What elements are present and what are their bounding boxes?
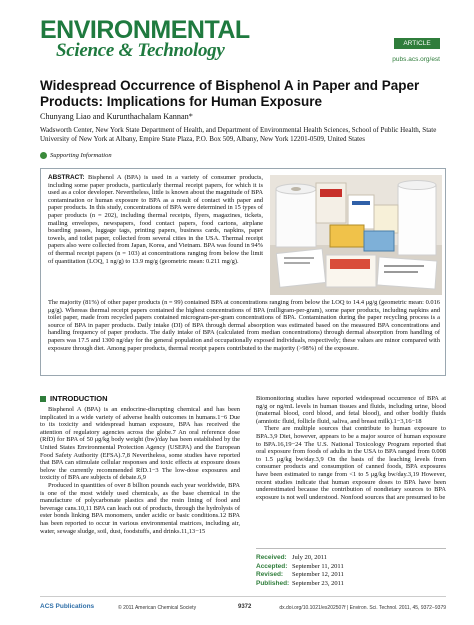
page-number: 9372 xyxy=(238,604,252,610)
authors: Chunyang Liao and Kurunthachalam Kannan* xyxy=(40,112,193,121)
date-key: Revised: xyxy=(256,571,284,579)
section-heading-introduction xyxy=(40,394,108,403)
supporting-info-icon xyxy=(40,152,47,159)
masthead-line1: ENVIRONMENTAL xyxy=(40,16,250,44)
page-footer xyxy=(40,596,446,613)
intro-heading-label: INTRODUCTION xyxy=(50,394,108,403)
paper-title: Widespread Occurrence of Bisphenol A in Paper and Paper Products: Implications for Human Exposure xyxy=(40,78,420,109)
date-row xyxy=(256,554,446,563)
date-key: Accepted: xyxy=(256,562,288,570)
doi-citation[interactable]: dx.doi.org/10.1021/es202507f | Environ. Sci. Technol. 2011, 45, 9372−9379 xyxy=(279,605,446,611)
journal-masthead xyxy=(40,18,250,66)
date-row xyxy=(256,580,446,589)
date-value: September 12, 2011 xyxy=(292,571,344,579)
paragraph: Produced in quantities of over 8 billion pounds each year worldwide, BPA is one of the most widely used chemicals, as the base chemical in the manufacture of polycarbonate plastics and the resin lining of food and beverage cans.10,11 BPA can leach out of products, through the hydrolysis of ester bonds linking BPA monomers, under acidic or basic conditions.12 BPA has been reported to occur in various environmental matrices, including air, water, sewage sludge, soil, dust, foodstuffs, and drinks.11,13−15 xyxy=(40,481,240,535)
date-key: Published: xyxy=(256,579,290,587)
paragraph: Bisphenol A (BPA) is an endocrine-disrupting chemical and has been implicated in a wide variety of adverse health outcomes in humans.1−6 Due to its toxicity and widespread human exposure, BPA has received the attention of regulatory agencies across the globe.7 An oral reference dose (RfD) for BPA of 50 μg/kg body weight (bw)/day has been established by the United States Environmental Protection Agency (USEPA) and the European Food Safety Authority (EFSA).7,8 Nevertheless, some studies have reported that BPA can stimulate cellular responses and toxic effects at exposure doses below the currently recommended RfD.1−3 The low-dose exposures and toxicity of BPA are subjects of debate.6,9 xyxy=(40,406,240,482)
date-value: September 11, 2011 xyxy=(292,562,344,570)
article-dates xyxy=(256,548,446,588)
abstract-label: ABSTRACT: xyxy=(48,174,85,181)
section-marker-icon xyxy=(40,396,46,402)
date-row xyxy=(256,563,446,572)
pubs-url[interactable]: pubs.acs.org/est xyxy=(392,56,440,63)
copyright: © 2011 American Chemical Society xyxy=(118,605,197,611)
acs-publications-logo[interactable]: ACS Publications xyxy=(40,603,95,610)
abstract-text-bottom: The majority (81%) of other paper products (n = 99) contained BPA at concentrations ranging from below the LOQ to 14.4 μg/g (geometric mean: 0.016 μg/g). Whereas thermal receipt papers contained the highest concentrations of BPA (milligram-per-gram), some paper products, including napkins and toilet paper, made from recycled papers contained microgram-per-gram concentrations of BPA. Contamination during the paper recycling process is a source of BPA in paper products. Daily intake (DI) of BPA through dermal absorption was estimated based on the measured BPA concentrations and handling frequency of paper products. The daily intake of BPA (calculated from median concentrations) through dermal absorption from handling of papers was 17.5 and 1300 ng/day for the general population and occupationally exposed individuals, respectively; these values are minor compared with exposure through diet. Among paper products, thermal receipt papers contributed to the majority (>98%) of the exposure. xyxy=(48,299,440,352)
date-row xyxy=(256,571,446,580)
body-column-1 xyxy=(40,406,240,535)
article-badge: ARTICLE xyxy=(394,38,440,49)
affiliation: Wadsworth Center, New York State Department of Health, and Department of Environmental Health Sciences, School of Public Health, State University of New York at Albany, Empire State Plaza, P.O. Box 509, Albany, New York 12201-0509, United States xyxy=(40,126,437,143)
supporting-information-link[interactable] xyxy=(40,152,112,159)
abstract-text-top xyxy=(48,174,263,265)
abstract-graphic-paper-products xyxy=(270,175,442,295)
paragraph: There are multiple sources that contribute to human exposure to BPA.3,9 Diet, however, appears to be a major source of human exposure to BPA.16,19−24 The U.S. National Toxicology Program reported that oral exposure from foods of adults in the USA to BPA ranged from 0.008 to 1.5 μg/kg bw/day.3,9 On the basis of the leaching levels from consumer products and consumption of canned foods, BPA exposures have been estimated to range from <1 to 5 μg/kg bw/day.3,19 However, recent studies indicate that human exposure doses to BPA have been underestimated because the contribution of nondietary sources to BPA exposure is not well understood. Nonfood sources that are presumed to be xyxy=(256,425,446,501)
date-key: Received: xyxy=(256,554,287,561)
date-value: September 23, 2011 xyxy=(292,579,344,587)
date-value: July 20, 2011 xyxy=(292,554,327,561)
abstract-top: Bisphenol A (BPA) is used in a variety of consumer products, including some paper products, particularly thermal receipt papers, for which it is used as a color developer. Nevertheless, little is known about the magnitude of BPA contamination or human exposure to BPA as a result of contact with paper and paper products. In this study, concentrations of BPA were determined in 15 types of paper products (n = 202), including thermal receipts, flyers, magazines, tickets, mailing envelopes, newspapers, food contact papers, food cartons, airplane boarding passes, luggage tags, printing papers, business cards, napkins, paper towels, and toilet paper, collected from several cities in the USA. Thermal receipt papers also were collected from Japan, Korea, and Vietnam. BPA was found in 94% of thermal receipt papers (n = 103) at concentrations ranging from below the limit of quantitation (LOQ, 1 ng/g) to 13.9 mg/g (geometric mean: 0.211 mg/g). xyxy=(48,174,263,265)
body-column-2 xyxy=(256,395,446,501)
paragraph: Biomonitoring studies have reported widespread occurrence of BPA at ng/g or ng/mL levels in human tissues and fluids, including urine, blood (maternal blood, cord blood, and fetal blood), and other bodily fluids (amniotic fluid, follicle fluid, saliva, and breast milk).1−3,16−18 xyxy=(256,395,446,425)
supporting-info-label: Supporting Information xyxy=(50,152,112,159)
masthead-line2: Science & Technology xyxy=(56,40,225,61)
